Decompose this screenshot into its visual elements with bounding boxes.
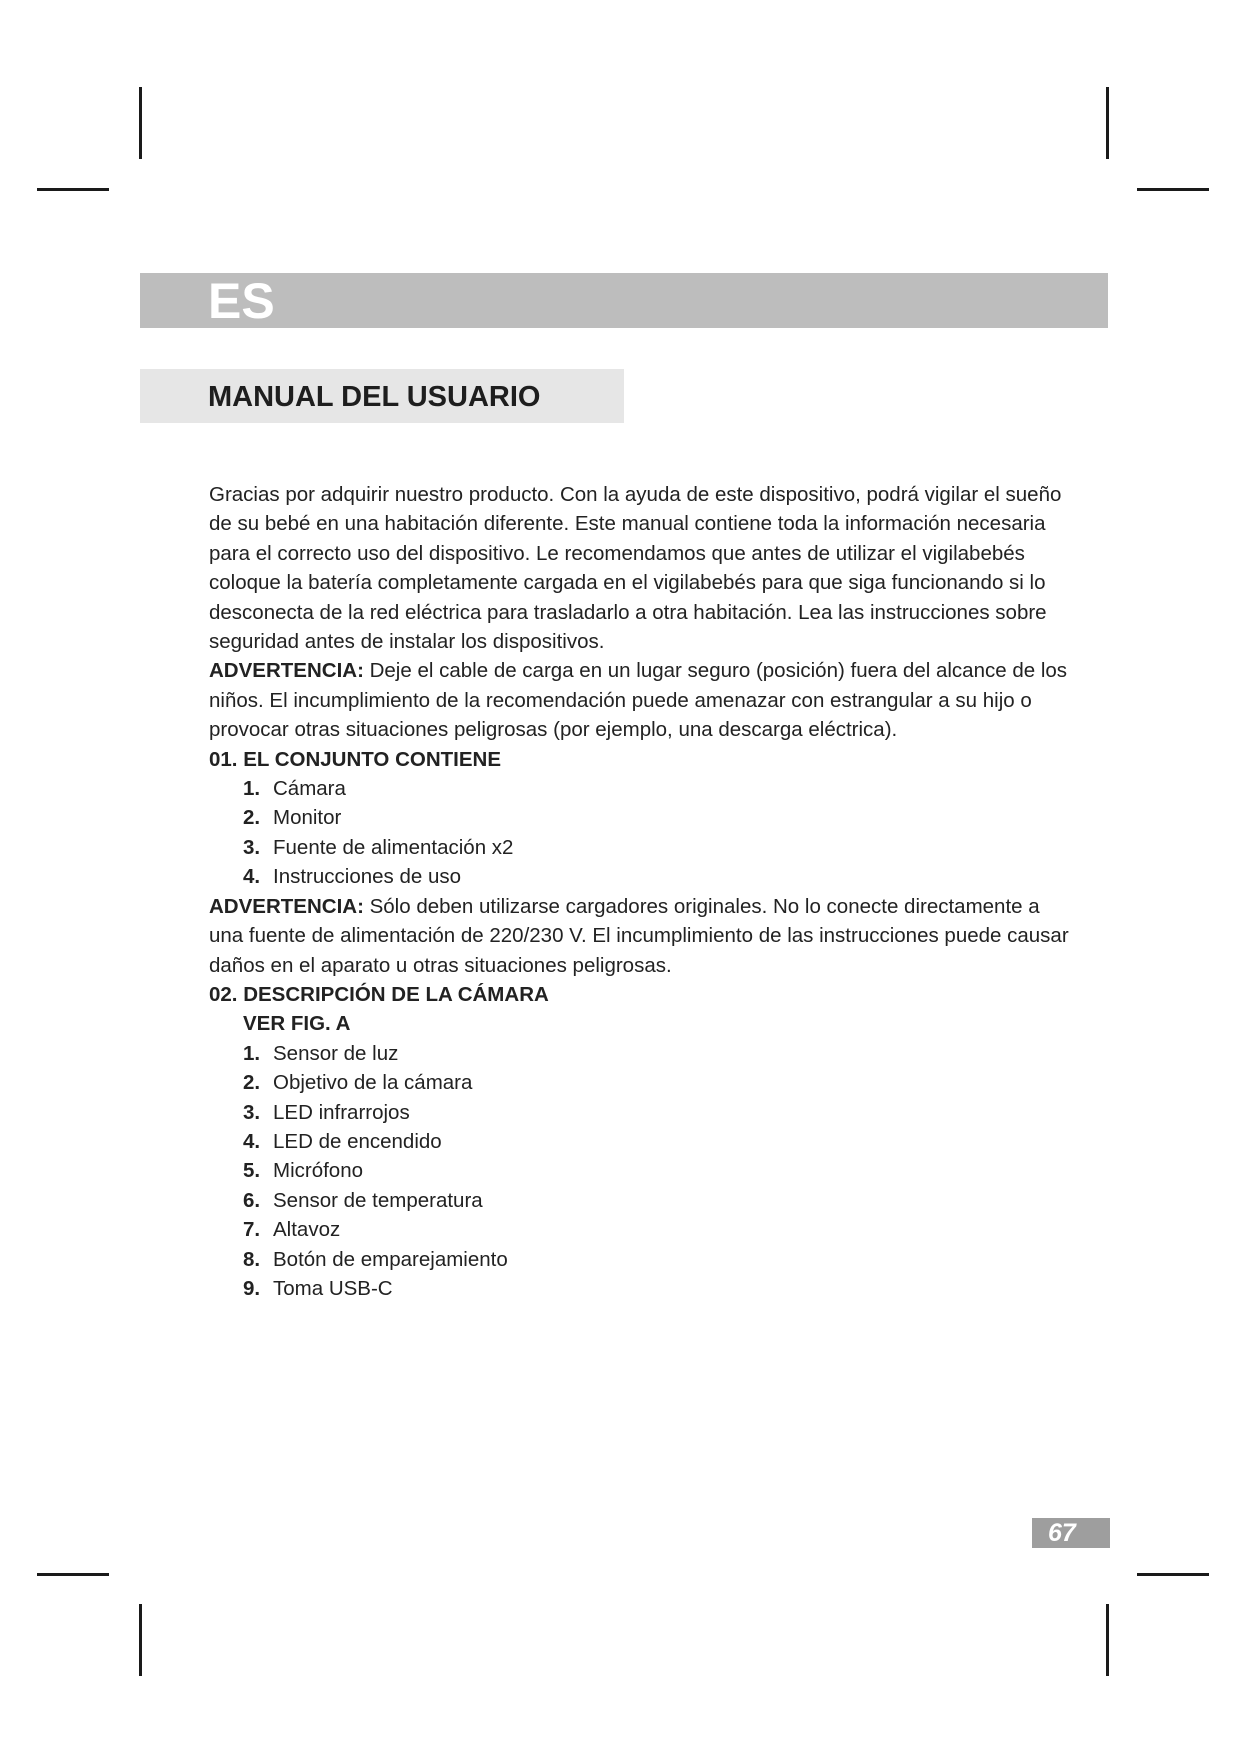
list-item: 9. Toma USB-C: [243, 1276, 393, 1300]
warning-label: ADVERTENCIA:: [209, 659, 364, 683]
warning-text: Sólo deben utilizarse cargadores originales. No lo conecte directamente a una fuente de alimentación de 220/230 V. El incumplimiento de las instrucciones puede causar daños en el aparato u otras situaciones peligrosas.: [209, 894, 1069, 977]
page-number-box: [1032, 1518, 1110, 1548]
language-code: ES: [208, 273, 275, 329]
crop-mark-bottom-right-horizontal: [1137, 1573, 1209, 1576]
camera-parts-list: [209, 1039, 1069, 1304]
crop-mark-bottom-left-horizontal: [37, 1573, 109, 1576]
language-bar: [140, 273, 1108, 328]
page-number: 67: [1048, 1519, 1076, 1547]
list-item: 1. Sensor de luz: [243, 1041, 399, 1065]
crop-mark-top-right-vertical: [1106, 87, 1109, 159]
intro-paragraph: Gracias por adquirir nuestro producto. Con la ayuda de este dispositivo, podrá vigilar el sueño de su bebé en una habitación diferente. Este manual contiene toda la información necesaria para el correcto uso del dispositivo. Le recomendamos que antes de utilizar el vigilabebés coloque la batería completamente cargada en el vigilabebés para que siga funcionando si lo desconecta de la red eléctrica para trasladarlo a otra habitación. Lea las instrucciones sobre seguridad antes de instalar los dispositivos.: [209, 483, 1062, 654]
list-item: 5. Micrófono: [243, 1159, 364, 1183]
list-item: 4. LED de encendido: [243, 1129, 442, 1153]
list-item: 3. LED infrarrojos: [243, 1100, 410, 1124]
list-item: 4. Instrucciones de uso: [243, 865, 462, 889]
crop-mark-top-left-horizontal: [37, 188, 109, 191]
figure-reference: VER FIG. A: [243, 1012, 351, 1036]
list-item: 1. Cámara: [243, 777, 346, 801]
list-item: 2. Monitor: [243, 806, 342, 830]
contents-list: [209, 774, 1069, 892]
list-item: 8. Botón de emparejamiento: [243, 1247, 508, 1271]
crop-mark-top-right-horizontal: [1137, 188, 1209, 191]
manual-content: [209, 480, 1069, 1303]
section-title-camera: 02. DESCRIPCIÓN DE LA CÁMARA: [209, 982, 549, 1006]
list-item: 3. Fuente de alimentación x2: [243, 835, 514, 859]
title-bar: [140, 369, 624, 423]
crop-mark-top-left-vertical: [139, 87, 142, 159]
list-item: 7. Altavoz: [243, 1218, 341, 1242]
warning-text: Deje el cable de carga en un lugar seguro (posición) fuera del alcance de los niños. El incumplimiento de la recomendación puede amenazar con estrangular a su hijo o provocar otras situaciones peligrosas (por ejemplo, una descarga eléctrica).: [209, 659, 1068, 742]
warning-label: ADVERTENCIA:: [209, 894, 364, 918]
list-item: 6. Sensor de temperatura: [243, 1188, 483, 1212]
crop-mark-bottom-left-vertical: [139, 1604, 142, 1676]
crop-mark-bottom-right-vertical: [1106, 1604, 1109, 1676]
page-title: MANUAL DEL USUARIO: [208, 381, 541, 413]
contents-warning: [209, 892, 1069, 980]
section-title-contents: 01. EL CONJUNTO CONTIENE: [209, 747, 501, 771]
intro-warning: [209, 656, 1069, 744]
list-item: 2. Objetivo de la cámara: [243, 1071, 473, 1095]
